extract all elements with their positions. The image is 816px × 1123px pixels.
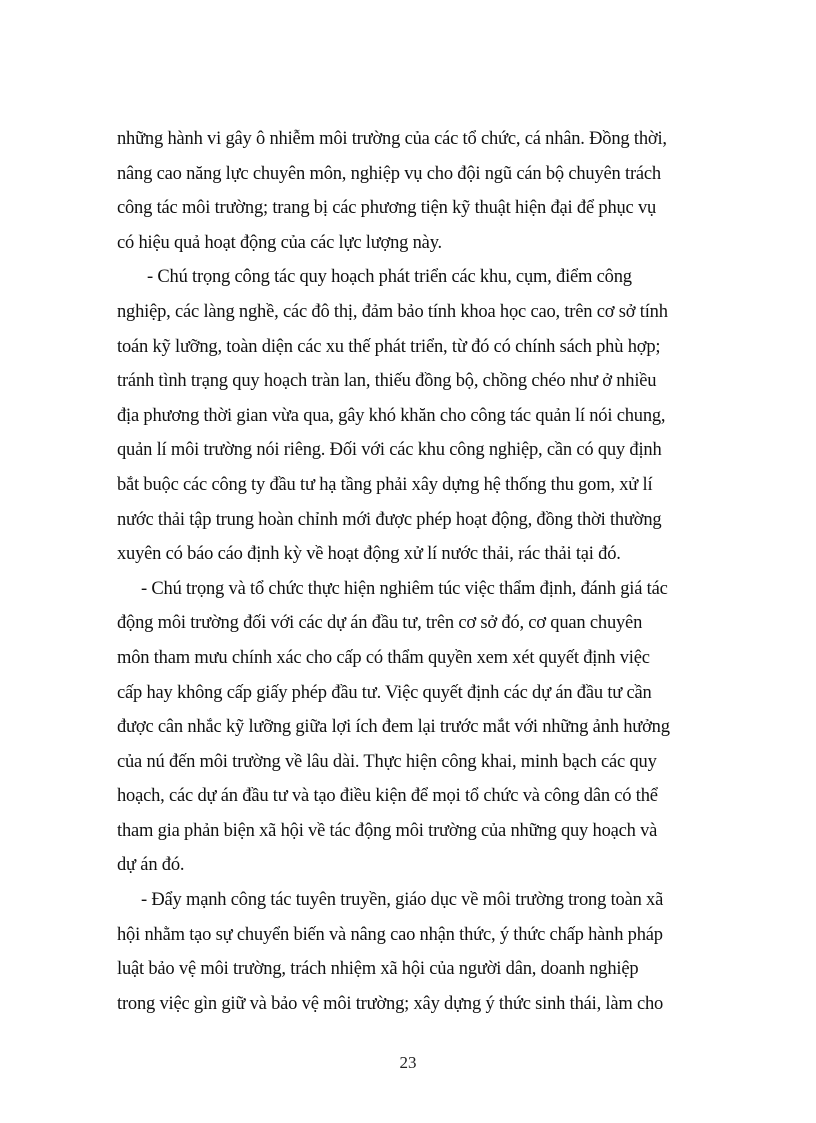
text-line: tránh tình trạng quy hoạch tràn lan, thiếu đồng bộ, chồng chéo như ở nhiều	[117, 371, 657, 392]
paragraph-start-line: - Chú trọng và tổ chức thực hiện nghiêm túc việc thẩm định, đánh giá tác	[141, 578, 668, 599]
text-line: bắt buộc các công ty đầu tư hạ tầng phải xây dựng hệ thống thu gom, xử lí	[117, 474, 653, 495]
text-line: nghiệp, các làng nghề, các đô thị, đảm bảo tính khoa học cao, trên cơ sở tính	[117, 301, 668, 322]
text-line: nâng cao năng lực chuyên môn, nghiệp vụ cho đội ngũ cán bộ chuyên trách	[117, 163, 661, 184]
text-line: động môi trường đối với các dự án đầu tư, trên cơ sở đó, cơ quan chuyên	[117, 613, 643, 634]
text-line: hoạch, các dự án đầu tư và tạo điều kiện để mọi tổ chức và công dân có thể	[117, 786, 658, 807]
text-line: hội nhằm tạo sự chuyển biến và nâng cao nhận thức, ý thức chấp hành pháp	[117, 924, 663, 945]
text-line: địa phương thời gian vừa qua, gây khó khăn cho công tác quản lí nói chung,	[117, 405, 666, 426]
paragraph-start-line: - Đẩy mạnh công tác tuyên truyền, giáo dục về môi trường trong toàn xã	[141, 890, 664, 911]
text-line: trong việc gìn giữ và bảo vệ môi trường; xây dựng ý thức sinh thái, làm cho	[117, 993, 664, 1014]
text-line: môn tham mưu chính xác cho cấp có thẩm quyền xem xét quyết định việc	[117, 647, 650, 668]
text-line: xuyên có báo cáo định kỳ về hoạt động xử lí nước thải, rác thải tại đó.	[117, 544, 621, 565]
text-line: công tác môi trường; trang bị các phương tiện kỹ thuật hiện đại để phục vụ	[117, 198, 657, 219]
text-line: được cân nhắc kỹ lưỡng giữa lợi ích đem lại trước mắt với những ảnh hưởng	[117, 717, 670, 738]
text-line: của nú đến môi trường về lâu dài. Thực hiện công khai, minh bạch các quy	[117, 751, 657, 772]
text-line: có hiệu quả hoạt động của các lực lượng này.	[117, 232, 442, 253]
text-line: quản lí môi trường nói riêng. Đối với các khu công nghiệp, cần có quy định	[117, 440, 662, 461]
text-line: những hành vi gây ô nhiễm môi trường của các tổ chức, cá nhân. Đồng thời,	[117, 129, 667, 149]
document-body	[117, 122, 707, 1021]
text-line: nước thải tập trung hoàn chỉnh mới được phép hoạt động, đồng thời thường	[117, 509, 662, 530]
text-line: dự án đó.	[117, 855, 185, 876]
text-line: cấp hay không cấp giấy phép đầu tư. Việc quyết định các dự án đầu tư cần	[117, 682, 652, 703]
text-line: toán kỹ lưỡng, toàn diện các xu thế phát triển, từ đó có chính sách phù hợp;	[117, 336, 661, 357]
text-line: luật bảo vệ môi trường, trách nhiệm xã hội của người dân, doanh nghiệp	[117, 959, 639, 980]
text-line: tham gia phản biện xã hội về tác động môi trường của những quy hoạch và	[117, 820, 658, 841]
paragraph-start-line: - Chú trọng công tác quy hoạch phát triển các khu, cụm, điểm công	[147, 267, 632, 288]
page-number: 23	[399, 1053, 417, 1072]
